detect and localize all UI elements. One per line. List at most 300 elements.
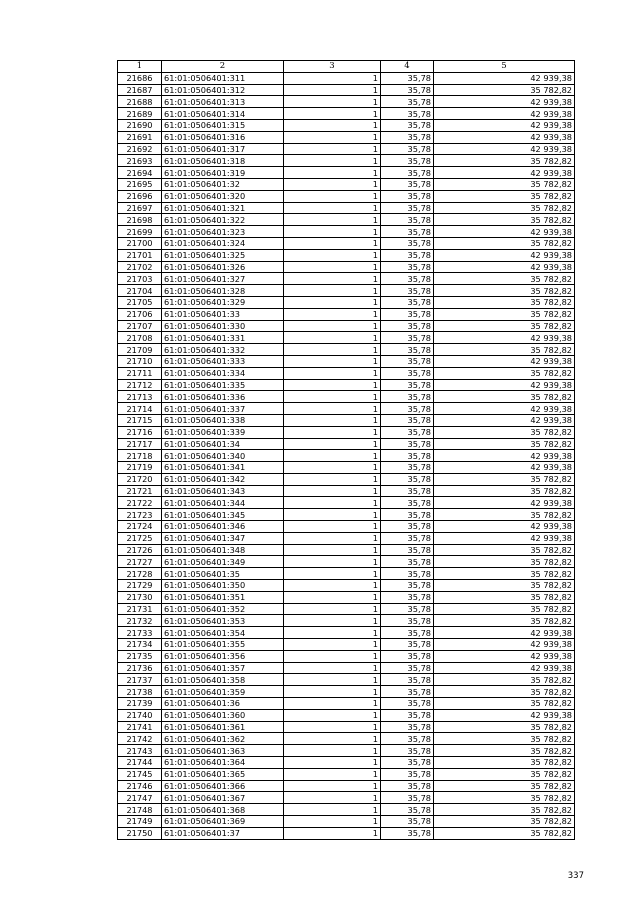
area-cell: 35,78 — [381, 249, 434, 261]
cadastral-number-cell: 61:01:0506401:355 — [162, 639, 284, 651]
table-row — [118, 190, 575, 202]
row-number-cell: 21731 — [118, 603, 162, 615]
table-row — [118, 485, 575, 497]
value-cell: 42 939,38 — [434, 450, 575, 462]
table-row — [118, 757, 575, 769]
table-row — [118, 72, 575, 84]
row-number-cell: 21749 — [118, 816, 162, 828]
value-cell: 42 939,38 — [434, 119, 575, 131]
area-cell: 35,78 — [381, 450, 434, 462]
cadastral-number-cell: 61:01:0506401:33 — [162, 308, 284, 320]
quantity-cell: 1 — [284, 792, 381, 804]
value-cell: 35 782,82 — [434, 768, 575, 780]
value-cell: 42 939,38 — [434, 403, 575, 415]
table-row — [118, 355, 575, 367]
row-number-cell: 21740 — [118, 709, 162, 721]
quantity-cell: 1 — [284, 462, 381, 474]
table-row — [118, 414, 575, 426]
area-cell: 35,78 — [381, 768, 434, 780]
table-row — [118, 650, 575, 662]
row-number-cell: 21693 — [118, 155, 162, 167]
cadastral-number-cell: 61:01:0506401:329 — [162, 296, 284, 308]
area-cell: 35,78 — [381, 226, 434, 238]
value-cell: 35 782,82 — [434, 686, 575, 698]
cadastral-number-cell: 61:01:0506401:324 — [162, 237, 284, 249]
quantity-cell: 1 — [284, 367, 381, 379]
area-cell: 35,78 — [381, 379, 434, 391]
cadastral-number-cell: 61:01:0506401:36 — [162, 698, 284, 710]
quantity-cell: 1 — [284, 804, 381, 816]
row-number-cell: 21694 — [118, 167, 162, 179]
table-row — [118, 108, 575, 120]
value-cell: 35 782,82 — [434, 202, 575, 214]
row-number-cell: 21700 — [118, 237, 162, 249]
quantity-cell: 1 — [284, 485, 381, 497]
value-cell: 35 782,82 — [434, 721, 575, 733]
row-number-cell: 21688 — [118, 96, 162, 108]
quantity-cell: 1 — [284, 403, 381, 415]
quantity-cell: 1 — [284, 473, 381, 485]
table-row — [118, 816, 575, 828]
cadastral-number-cell: 61:01:0506401:337 — [162, 403, 284, 415]
cadastral-number-cell: 61:01:0506401:356 — [162, 650, 284, 662]
row-number-cell: 21732 — [118, 615, 162, 627]
value-cell: 42 939,38 — [434, 332, 575, 344]
row-number-cell: 21745 — [118, 768, 162, 780]
cadastral-number-cell: 61:01:0506401:365 — [162, 768, 284, 780]
table-row — [118, 745, 575, 757]
table-row — [118, 509, 575, 521]
table-row — [118, 261, 575, 273]
table-row — [118, 249, 575, 261]
quantity-cell: 1 — [284, 603, 381, 615]
cadastral-number-cell: 61:01:0506401:336 — [162, 391, 284, 403]
quantity-cell: 1 — [284, 320, 381, 332]
quantity-cell: 1 — [284, 249, 381, 261]
area-cell: 35,78 — [381, 473, 434, 485]
value-cell: 35 782,82 — [434, 792, 575, 804]
area-cell: 35,78 — [381, 521, 434, 533]
value-cell: 35 782,82 — [434, 568, 575, 580]
cadastral-number-cell: 61:01:0506401:315 — [162, 119, 284, 131]
row-number-cell: 21707 — [118, 320, 162, 332]
cadastral-number-cell: 61:01:0506401:364 — [162, 757, 284, 769]
row-number-cell: 21719 — [118, 462, 162, 474]
header-row — [118, 61, 575, 73]
value-cell: 42 939,38 — [434, 261, 575, 273]
value-cell: 35 782,82 — [434, 155, 575, 167]
cadastral-number-cell: 61:01:0506401:326 — [162, 261, 284, 273]
area-cell: 35,78 — [381, 650, 434, 662]
quantity-cell: 1 — [284, 143, 381, 155]
table-row — [118, 438, 575, 450]
quantity-cell: 1 — [284, 733, 381, 745]
cadastral-number-cell: 61:01:0506401:323 — [162, 226, 284, 238]
row-number-cell: 21708 — [118, 332, 162, 344]
value-cell: 42 939,38 — [434, 379, 575, 391]
quantity-cell: 1 — [284, 650, 381, 662]
row-number-cell: 21735 — [118, 650, 162, 662]
value-cell: 42 939,38 — [434, 131, 575, 143]
quantity-cell: 1 — [284, 450, 381, 462]
row-number-cell: 21733 — [118, 627, 162, 639]
table-row — [118, 497, 575, 509]
quantity-cell: 1 — [284, 615, 381, 627]
area-cell: 35,78 — [381, 237, 434, 249]
cadastral-number-cell: 61:01:0506401:330 — [162, 320, 284, 332]
cadastral-number-cell: 61:01:0506401:344 — [162, 497, 284, 509]
table-row — [118, 296, 575, 308]
quantity-cell: 1 — [284, 355, 381, 367]
table-row — [118, 155, 575, 167]
quantity-cell: 1 — [284, 426, 381, 438]
quantity-cell: 1 — [284, 721, 381, 733]
row-number-cell: 21697 — [118, 202, 162, 214]
table-row — [118, 450, 575, 462]
row-number-cell: 21730 — [118, 591, 162, 603]
area-cell: 35,78 — [381, 804, 434, 816]
value-cell: 35 782,82 — [434, 757, 575, 769]
value-cell: 35 782,82 — [434, 320, 575, 332]
quantity-cell: 1 — [284, 108, 381, 120]
table-row — [118, 96, 575, 108]
quantity-cell: 1 — [284, 745, 381, 757]
row-number-cell: 21734 — [118, 639, 162, 651]
area-cell: 35,78 — [381, 426, 434, 438]
area-cell: 35,78 — [381, 757, 434, 769]
area-cell: 35,78 — [381, 119, 434, 131]
area-cell: 35,78 — [381, 261, 434, 273]
cadastral-number-cell: 61:01:0506401:37 — [162, 827, 284, 839]
row-number-cell: 21696 — [118, 190, 162, 202]
cadastral-number-cell: 61:01:0506401:367 — [162, 792, 284, 804]
value-cell: 35 782,82 — [434, 426, 575, 438]
row-number-cell: 21704 — [118, 285, 162, 297]
cadastral-number-cell: 61:01:0506401:318 — [162, 155, 284, 167]
quantity-cell: 1 — [284, 686, 381, 698]
cadastral-number-cell: 61:01:0506401:325 — [162, 249, 284, 261]
value-cell: 42 939,38 — [434, 355, 575, 367]
table-row — [118, 792, 575, 804]
value-cell: 35 782,82 — [434, 178, 575, 190]
row-number-cell: 21727 — [118, 556, 162, 568]
area-cell: 35,78 — [381, 438, 434, 450]
row-number-cell: 21689 — [118, 108, 162, 120]
value-cell: 42 939,38 — [434, 226, 575, 238]
cadastral-number-cell: 61:01:0506401:368 — [162, 804, 284, 816]
table-row — [118, 580, 575, 592]
row-number-cell: 21713 — [118, 391, 162, 403]
quantity-cell: 1 — [284, 155, 381, 167]
area-cell: 35,78 — [381, 580, 434, 592]
value-cell: 35 782,82 — [434, 615, 575, 627]
value-cell: 42 939,38 — [434, 249, 575, 261]
table-row — [118, 426, 575, 438]
cadastral-number-cell: 61:01:0506401:350 — [162, 580, 284, 592]
cadastral-number-cell: 61:01:0506401:332 — [162, 344, 284, 356]
area-cell: 35,78 — [381, 285, 434, 297]
value-cell: 35 782,82 — [434, 544, 575, 556]
cadastral-number-cell: 61:01:0506401:335 — [162, 379, 284, 391]
table-row — [118, 639, 575, 651]
table-row — [118, 627, 575, 639]
column-header-5: 5 — [434, 61, 575, 73]
area-cell: 35,78 — [381, 780, 434, 792]
area-cell: 35,78 — [381, 202, 434, 214]
row-number-cell: 21716 — [118, 426, 162, 438]
area-cell: 35,78 — [381, 662, 434, 674]
column-header-2: 2 — [162, 61, 284, 73]
table-body — [118, 72, 575, 839]
value-cell: 42 939,38 — [434, 662, 575, 674]
area-cell: 35,78 — [381, 532, 434, 544]
cadastral-number-cell: 61:01:0506401:362 — [162, 733, 284, 745]
table-row — [118, 367, 575, 379]
table-row — [118, 237, 575, 249]
table-row — [118, 827, 575, 839]
table-row — [118, 143, 575, 155]
table-row — [118, 544, 575, 556]
table-row — [118, 226, 575, 238]
registry-table — [117, 60, 575, 840]
value-cell: 35 782,82 — [434, 698, 575, 710]
row-number-cell: 21748 — [118, 804, 162, 816]
row-number-cell: 21722 — [118, 497, 162, 509]
table-row — [118, 556, 575, 568]
row-number-cell: 21743 — [118, 745, 162, 757]
page-number: 337 — [567, 871, 584, 881]
cadastral-number-cell: 61:01:0506401:35 — [162, 568, 284, 580]
area-cell: 35,78 — [381, 627, 434, 639]
cadastral-number-cell: 61:01:0506401:351 — [162, 591, 284, 603]
area-cell: 35,78 — [381, 320, 434, 332]
row-number-cell: 21711 — [118, 367, 162, 379]
table-row — [118, 521, 575, 533]
cadastral-number-cell: 61:01:0506401:358 — [162, 674, 284, 686]
area-cell: 35,78 — [381, 178, 434, 190]
quantity-cell: 1 — [284, 816, 381, 828]
value-cell: 35 782,82 — [434, 580, 575, 592]
value-cell: 35 782,82 — [434, 296, 575, 308]
value-cell: 35 782,82 — [434, 827, 575, 839]
value-cell: 35 782,82 — [434, 733, 575, 745]
area-cell: 35,78 — [381, 414, 434, 426]
row-number-cell: 21699 — [118, 226, 162, 238]
value-cell: 35 782,82 — [434, 367, 575, 379]
table-row — [118, 202, 575, 214]
area-cell: 35,78 — [381, 143, 434, 155]
row-number-cell: 21750 — [118, 827, 162, 839]
quantity-cell: 1 — [284, 296, 381, 308]
area-cell: 35,78 — [381, 733, 434, 745]
quantity-cell: 1 — [284, 532, 381, 544]
row-number-cell: 21695 — [118, 178, 162, 190]
table-row — [118, 308, 575, 320]
cadastral-number-cell: 61:01:0506401:342 — [162, 473, 284, 485]
cadastral-number-cell: 61:01:0506401:331 — [162, 332, 284, 344]
row-number-cell: 21746 — [118, 780, 162, 792]
area-cell: 35,78 — [381, 568, 434, 580]
table-row — [118, 603, 575, 615]
cadastral-number-cell: 61:01:0506401:343 — [162, 485, 284, 497]
quantity-cell: 1 — [284, 438, 381, 450]
value-cell: 42 939,38 — [434, 627, 575, 639]
quantity-cell: 1 — [284, 662, 381, 674]
cadastral-number-cell: 61:01:0506401:361 — [162, 721, 284, 733]
value-cell: 35 782,82 — [434, 674, 575, 686]
quantity-cell: 1 — [284, 379, 381, 391]
cadastral-number-cell: 61:01:0506401:345 — [162, 509, 284, 521]
row-number-cell: 21723 — [118, 509, 162, 521]
cadastral-number-cell: 61:01:0506401:321 — [162, 202, 284, 214]
row-number-cell: 21710 — [118, 355, 162, 367]
cadastral-number-cell: 61:01:0506401:349 — [162, 556, 284, 568]
cadastral-number-cell: 61:01:0506401:322 — [162, 214, 284, 226]
cadastral-number-cell: 61:01:0506401:32 — [162, 178, 284, 190]
area-cell: 35,78 — [381, 792, 434, 804]
row-number-cell: 21741 — [118, 721, 162, 733]
row-number-cell: 21702 — [118, 261, 162, 273]
area-cell: 35,78 — [381, 686, 434, 698]
row-number-cell: 21742 — [118, 733, 162, 745]
cadastral-number-cell: 61:01:0506401:313 — [162, 96, 284, 108]
table-row — [118, 568, 575, 580]
row-number-cell: 21717 — [118, 438, 162, 450]
table-row — [118, 721, 575, 733]
area-cell: 35,78 — [381, 355, 434, 367]
cadastral-number-cell: 61:01:0506401:316 — [162, 131, 284, 143]
table-row — [118, 320, 575, 332]
quantity-cell: 1 — [284, 709, 381, 721]
table-row — [118, 591, 575, 603]
cadastral-number-cell: 61:01:0506401:354 — [162, 627, 284, 639]
table-row — [118, 214, 575, 226]
area-cell: 35,78 — [381, 273, 434, 285]
area-cell: 35,78 — [381, 603, 434, 615]
value-cell: 35 782,82 — [434, 556, 575, 568]
table-row — [118, 768, 575, 780]
cadastral-number-cell: 61:01:0506401:341 — [162, 462, 284, 474]
quantity-cell: 1 — [284, 556, 381, 568]
cadastral-number-cell: 61:01:0506401:334 — [162, 367, 284, 379]
column-header-1: 1 — [118, 61, 162, 73]
table-row — [118, 84, 575, 96]
cadastral-number-cell: 61:01:0506401:348 — [162, 544, 284, 556]
cadastral-number-cell: 61:01:0506401:352 — [162, 603, 284, 615]
area-cell: 35,78 — [381, 591, 434, 603]
table-row — [118, 403, 575, 415]
quantity-cell: 1 — [284, 391, 381, 403]
quantity-cell: 1 — [284, 521, 381, 533]
value-cell: 35 782,82 — [434, 804, 575, 816]
cadastral-number-cell: 61:01:0506401:34 — [162, 438, 284, 450]
table-row — [118, 285, 575, 297]
row-number-cell: 21738 — [118, 686, 162, 698]
table-row — [118, 178, 575, 190]
value-cell: 42 939,38 — [434, 167, 575, 179]
row-number-cell: 21744 — [118, 757, 162, 769]
area-cell: 35,78 — [381, 367, 434, 379]
area-cell: 35,78 — [381, 639, 434, 651]
value-cell: 42 939,38 — [434, 709, 575, 721]
area-cell: 35,78 — [381, 827, 434, 839]
cadastral-number-cell: 61:01:0506401:311 — [162, 72, 284, 84]
value-cell: 42 939,38 — [434, 650, 575, 662]
table-row — [118, 674, 575, 686]
quantity-cell: 1 — [284, 639, 381, 651]
row-number-cell: 21712 — [118, 379, 162, 391]
area-cell: 35,78 — [381, 344, 434, 356]
cadastral-number-cell: 61:01:0506401:327 — [162, 273, 284, 285]
table-row — [118, 662, 575, 674]
area-cell: 35,78 — [381, 485, 434, 497]
row-number-cell: 21725 — [118, 532, 162, 544]
cadastral-number-cell: 61:01:0506401:328 — [162, 285, 284, 297]
quantity-cell: 1 — [284, 261, 381, 273]
area-cell: 35,78 — [381, 190, 434, 202]
value-cell: 35 782,82 — [434, 84, 575, 96]
row-number-cell: 21686 — [118, 72, 162, 84]
table-row — [118, 119, 575, 131]
value-cell: 35 782,82 — [434, 190, 575, 202]
area-cell: 35,78 — [381, 72, 434, 84]
area-cell: 35,78 — [381, 308, 434, 320]
value-cell: 35 782,82 — [434, 816, 575, 828]
quantity-cell: 1 — [284, 202, 381, 214]
value-cell: 35 782,82 — [434, 237, 575, 249]
area-cell: 35,78 — [381, 462, 434, 474]
row-number-cell: 21706 — [118, 308, 162, 320]
table-row — [118, 804, 575, 816]
value-cell: 35 782,82 — [434, 285, 575, 297]
value-cell: 42 939,38 — [434, 462, 575, 474]
row-number-cell: 21703 — [118, 273, 162, 285]
quantity-cell: 1 — [284, 827, 381, 839]
table-row — [118, 686, 575, 698]
cadastral-number-cell: 61:01:0506401:353 — [162, 615, 284, 627]
area-cell: 35,78 — [381, 391, 434, 403]
area-cell: 35,78 — [381, 745, 434, 757]
cadastral-number-cell: 61:01:0506401:319 — [162, 167, 284, 179]
row-number-cell: 21715 — [118, 414, 162, 426]
area-cell: 35,78 — [381, 155, 434, 167]
area-cell: 35,78 — [381, 84, 434, 96]
quantity-cell: 1 — [284, 308, 381, 320]
area-cell: 35,78 — [381, 709, 434, 721]
quantity-cell: 1 — [284, 591, 381, 603]
quantity-cell: 1 — [284, 544, 381, 556]
value-cell: 42 939,38 — [434, 414, 575, 426]
value-cell: 42 939,38 — [434, 96, 575, 108]
value-cell: 42 939,38 — [434, 521, 575, 533]
value-cell: 35 782,82 — [434, 273, 575, 285]
value-cell: 35 782,82 — [434, 485, 575, 497]
value-cell: 35 782,82 — [434, 473, 575, 485]
row-number-cell: 21726 — [118, 544, 162, 556]
value-cell: 35 782,82 — [434, 214, 575, 226]
area-cell: 35,78 — [381, 674, 434, 686]
table-row — [118, 473, 575, 485]
cadastral-number-cell: 61:01:0506401:366 — [162, 780, 284, 792]
value-cell: 35 782,82 — [434, 603, 575, 615]
quantity-cell: 1 — [284, 190, 381, 202]
value-cell: 35 782,82 — [434, 308, 575, 320]
value-cell: 35 782,82 — [434, 780, 575, 792]
area-cell: 35,78 — [381, 556, 434, 568]
table-row — [118, 709, 575, 721]
value-cell: 42 939,38 — [434, 497, 575, 509]
row-number-cell: 21737 — [118, 674, 162, 686]
